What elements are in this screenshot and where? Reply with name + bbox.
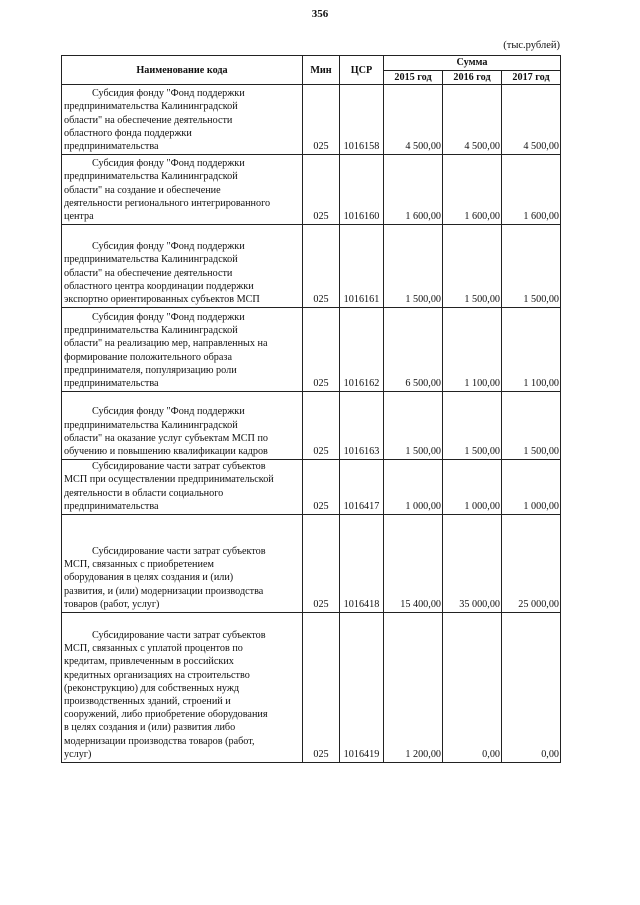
header-csr: ЦСР <box>340 56 384 85</box>
row-name-line: кредитам, привлеченным в российских <box>64 656 234 668</box>
table-row <box>62 460 561 515</box>
row-min: 025 <box>303 613 340 763</box>
row-name <box>62 392 303 460</box>
row-name <box>62 613 303 763</box>
row-sum-2015: 1 600,00 <box>384 155 443 225</box>
row-sum-2016: 1 000,00 <box>443 460 502 515</box>
row-name-line: Субсидия фонду "Фонд поддержки <box>92 158 245 170</box>
row-name-line: кредитных организациях на строительство <box>64 669 250 681</box>
row-name-line: деятельности в области социального <box>64 487 224 499</box>
row-name-line: области" на обеспечение деятельности <box>64 267 233 279</box>
row-csr: 1016162 <box>340 308 384 392</box>
row-name <box>62 225 303 308</box>
row-name-line: Субсидия фонду "Фонд поддержки <box>92 241 245 253</box>
row-sum-2016: 1 500,00 <box>443 225 502 308</box>
row-name-line: услуг) <box>64 748 92 760</box>
row-sum-2015: 1 500,00 <box>384 392 443 460</box>
row-min: 025 <box>303 460 340 515</box>
table-row <box>62 613 561 763</box>
row-name-line: МСП, связанных с уплатой процентов по <box>64 643 243 655</box>
row-sum-2016: 0,00 <box>443 613 502 763</box>
row-min: 025 <box>303 392 340 460</box>
header-min: Мин <box>303 56 340 85</box>
row-name-line: сооружений, либо приобретение оборудования <box>64 709 268 721</box>
row-name-line: Субсидирование части затрат субъектов <box>92 461 266 473</box>
row-csr: 1016417 <box>340 460 384 515</box>
row-name-line: предпринимательства <box>64 378 159 389</box>
row-name-line: предпринимательства <box>64 141 159 152</box>
row-sum-2016: 4 500,00 <box>443 85 502 155</box>
header-year-2016: 2016 год <box>443 71 502 85</box>
row-sum-2015: 1 000,00 <box>384 460 443 515</box>
row-csr: 1016158 <box>340 85 384 155</box>
row-sum-2017: 1 100,00 <box>502 308 561 392</box>
row-name-line: Субсидия фонду "Фонд поддержки <box>92 406 245 418</box>
row-name <box>62 308 303 392</box>
row-name-line: предпринимательства Калининградской <box>64 254 238 266</box>
row-csr: 1016418 <box>340 515 384 613</box>
row-name-line: предпринимателя, популяризацию роли <box>64 364 237 376</box>
row-name-line: производственных зданий, строений и <box>64 696 231 707</box>
table-row <box>62 515 561 613</box>
row-name-line: Субсидия фонду "Фонд поддержки <box>92 311 245 323</box>
row-name-line: Субсидирование части затрат субъектов <box>92 629 266 641</box>
row-name-line: областного центра координации поддержки <box>64 280 254 292</box>
row-name-line: предпринимательства Калининградской <box>64 419 238 431</box>
row-name-line: области" на реализацию мер, направленных на <box>64 338 268 350</box>
row-name-line: предпринимательства Калининградской <box>64 325 238 337</box>
row-name-line: области" на обеспечение деятельности <box>64 114 233 126</box>
row-sum-2017: 0,00 <box>502 613 561 763</box>
row-name-line: оборудования в целях создания и (или) <box>64 572 234 584</box>
row-name-line: Субсидирование части затрат субъектов <box>92 546 266 557</box>
row-name-line: Субсидия фонду "Фонд поддержки <box>92 88 245 100</box>
table-row <box>62 85 561 155</box>
row-name-line: предпринимательства <box>64 500 159 512</box>
row-name-line: обучению и повышению квалификации кадров <box>64 446 268 457</box>
row-csr: 1016161 <box>340 225 384 308</box>
row-name-line: формирование положительного образа <box>64 351 232 363</box>
row-name-line: развития, и (или) модернизации производства <box>64 585 264 597</box>
row-name-line: предпринимательства Калининградской <box>64 171 238 183</box>
row-name-line: области" на создание и обеспечение <box>64 184 221 196</box>
units-label: (тыс.рублей) <box>503 40 560 51</box>
row-sum-2016: 1 500,00 <box>443 392 502 460</box>
row-csr: 1016163 <box>340 392 384 460</box>
row-sum-2017: 25 000,00 <box>502 515 561 613</box>
row-name <box>62 85 303 155</box>
row-min: 025 <box>303 308 340 392</box>
row-sum-2016: 1 100,00 <box>443 308 502 392</box>
row-sum-2015: 1 200,00 <box>384 613 443 763</box>
row-sum-2017: 1 500,00 <box>502 225 561 308</box>
row-name-line: МСП, связанных с приобретением <box>64 559 214 571</box>
row-sum-2015: 6 500,00 <box>384 308 443 392</box>
row-min: 025 <box>303 85 340 155</box>
row-sum-2016: 35 000,00 <box>443 515 502 613</box>
header-sum: Сумма <box>384 56 561 71</box>
row-name-line: экспортно ориентированных субъектов МСП <box>64 294 260 305</box>
row-name-line: области" на оказание услуг субъектам МСП по <box>64 432 269 444</box>
table-row <box>62 155 561 225</box>
header-name: Наименование кода <box>62 56 303 85</box>
table-row <box>62 392 561 460</box>
row-name <box>62 155 303 225</box>
row-csr: 1016419 <box>340 613 384 763</box>
table-row <box>62 308 561 392</box>
row-sum-2017: 4 500,00 <box>502 85 561 155</box>
row-name-line: модернизации производства товаров (работ, <box>64 735 255 747</box>
page-number: 356 <box>311 8 329 20</box>
row-name-line: предпринимательства Калининградской <box>64 101 238 113</box>
row-sum-2017: 1 500,00 <box>502 392 561 460</box>
table-row <box>62 225 561 308</box>
row-sum-2015: 15 400,00 <box>384 515 443 613</box>
row-name-line: (реконструкцию) для собственных нужд <box>64 682 240 694</box>
row-sum-2016: 1 600,00 <box>443 155 502 225</box>
header-year-2017: 2017 год <box>502 71 561 85</box>
row-min: 025 <box>303 515 340 613</box>
row-name-line: центра <box>64 211 94 222</box>
row-sum-2015: 1 500,00 <box>384 225 443 308</box>
row-name <box>62 460 303 515</box>
header-year-2015: 2015 год <box>384 71 443 85</box>
row-sum-2017: 1 600,00 <box>502 155 561 225</box>
row-name-line: деятельности регионального интегрированного <box>64 197 271 209</box>
budget-table <box>61 55 561 763</box>
row-sum-2015: 4 500,00 <box>384 85 443 155</box>
row-name-line: областного фонда поддержки <box>64 127 192 139</box>
row-name-line: в целях создания и (или) развития либо <box>64 722 236 734</box>
row-min: 025 <box>303 155 340 225</box>
row-min: 025 <box>303 225 340 308</box>
row-name <box>62 515 303 613</box>
row-name-line: товаров (работ, услуг) <box>64 598 160 610</box>
row-sum-2017: 1 000,00 <box>502 460 561 515</box>
row-csr: 1016160 <box>340 155 384 225</box>
row-name-line: МСП при осуществлении предпринимательской <box>64 474 274 486</box>
